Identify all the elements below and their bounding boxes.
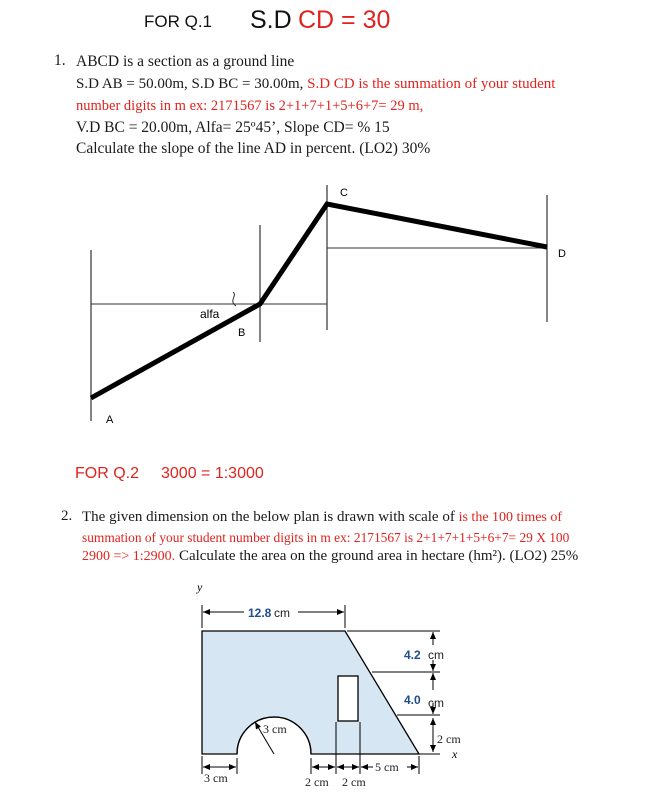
point-label-c: C: [340, 187, 348, 199]
q1-line-1: ABCD is a section as a ground line: [76, 53, 295, 70]
dim-bottom-gap-2: 2 cm: [342, 775, 366, 789]
dim-upper-unit: cm: [428, 648, 444, 662]
dim-upper-value: 4.2: [404, 648, 421, 662]
dim-middle-value: 4.0: [404, 693, 421, 707]
point-label-b: B: [238, 327, 246, 339]
q2-header-scale: 3000 = 1:3000: [161, 465, 264, 482]
dim-lower-value: 2 cm: [437, 732, 461, 746]
point-label-d: D: [558, 248, 566, 260]
q2-number: 2.: [61, 508, 73, 524]
q2-line-3-given: Calculate the area on the ground area in hectare (hm²). (LO2) 25%: [178, 548, 579, 564]
q1-line-5: Calculate the slope of the line AD in percent. (LO2) 30%: [76, 140, 431, 157]
dim-top-value: 12.8: [248, 606, 272, 620]
dim-radius-value: 3 cm: [263, 722, 287, 736]
q1-line-2-red: S.D CD is the summation of your student: [307, 76, 556, 92]
q1-number: 1.: [54, 52, 66, 69]
axis-label-y: y: [197, 580, 203, 594]
angle-label-alfa: alfa: [200, 307, 220, 321]
q1-header-cd-value: CD = 30: [298, 6, 391, 34]
axis-label-x: x: [452, 747, 458, 761]
q2-header-prefix: FOR Q.2: [75, 465, 140, 482]
q1-line-4: V.D BC = 20.00m, Alfa= 25º45’, Slope CD= % 15: [76, 119, 390, 136]
plan-shape: [202, 631, 419, 754]
dim-bottom-right-value: 5 cm: [375, 760, 399, 774]
q1-line-3: number digits in m ex: 2171567 is 2+1+7+1+5+6+7= 29 m,: [76, 98, 424, 114]
q1-header-sd-label: S.D: [250, 6, 292, 34]
q2-line-1-red: is the 100 times of: [458, 510, 563, 525]
q2-line-1-given: The given dimension on the below plan is drawn with scale of: [82, 509, 455, 525]
q1-line-2-given: S.D AB = 50.00m, S.D BC = 30.00m,: [76, 76, 304, 92]
dim-bottom-left-value: 3 cm: [204, 771, 228, 785]
q2-line-3-red: 2900 => 1:2900.: [82, 549, 176, 564]
point-label-a: A: [106, 414, 114, 426]
q2-line-2: summation of your student number digits in m ex: 2171567 is 2+1+7+1+5+6+7= 29 X 100: [82, 530, 570, 545]
dim-middle-unit: cm: [428, 696, 444, 710]
dim-bottom-gap-1: 2 cm: [305, 775, 329, 789]
dim-top-unit: cm: [274, 606, 290, 620]
q1-header-prefix: FOR Q.1: [144, 12, 213, 31]
rect-opening: [338, 676, 358, 721]
